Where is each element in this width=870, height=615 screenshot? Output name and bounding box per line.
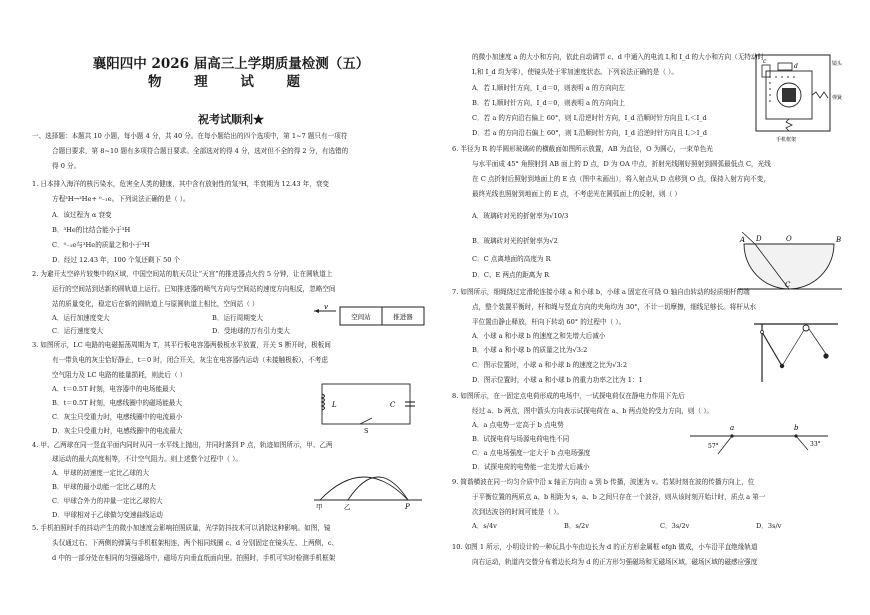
coil-d-label: d [794,63,798,70]
q7-stem: 7. 如图所示，细绳绕过定滑轮连接小球 a 和小球 b，小球 a 固定在可绕 O 轴自由转动的轻质细杆的端 [452,288,750,296]
q4-option-d: D．甲球相对于乙球做匀变速曲线运动 [52,511,163,519]
left-column [32,0,430,615]
point-a: A [740,236,746,244]
exam-subject: 物 理 试 题 [147,74,315,90]
label-p: P [405,503,410,511]
q6-stem-4: 最终光线也照射到地面上的 E 点，不考虑光在圆弧面上的反射，则（ ） [472,190,681,198]
q5-camera-figure [752,51,844,147]
q4-option-a: A．甲球的初速度一定比乙球的大 [52,469,150,477]
q5-option-d: D．若 a 的方向沿右偏上 60°，则 I꜀沿顺时针方向，I_d 沿逆时针方向且 I꜀＞I_d [472,129,707,137]
ball-a [780,364,784,368]
q6-option-d: D．C、E 两点的距离为 R [472,271,550,279]
q5-stem-4: 的微小加速度 a 的大小和方向，依此自动调节 c、d 中通入的电流 I꜀和 I_d 的大小和方向（无特动时 [472,53,765,61]
exam-title: 襄阳四中 2026 届高三上学期质量检测（五） [92,56,370,72]
q5-stem: 5. 手机拍照时手的抖动产生的微小加速度会影响拍照质量，光学防抖技术可以消除这种影响。如图，镜 [32,524,331,532]
q10-stem: 10. 如图 1 所示，小明设计的一种玩具小车由边长为 d 的正方形金属框 efgh 做成，小车沿平直绝缘轨道 [452,543,758,551]
coil-d [778,63,792,70]
q4-option-b: B．甲球的最小动能一定比乙球的大 [52,483,156,491]
q2-fig-v: v [324,303,328,311]
q4-trajectory-figure [310,464,428,512]
q7-stem-2: 点，整个装置平衡时，杆和绳与竖直方向的夹角均为 30°，不计一切摩擦，细线足够长。将杆从水 [472,303,757,311]
q9-stem-3: 次到达波谷的时间可能是（ ）。 [472,508,564,516]
q1-stem: 1. 日本排入海洋的核污染水，危害全人类的健康，其中含有放射性的氚³H，半衰期为 12.43 年，衰变 [32,180,330,188]
spring-right [812,92,828,98]
ball-b [823,353,828,358]
q2-fig-thruster: 推进器 [393,313,413,321]
q9-stem: 9. 简谐横波在同一均匀介质中沿 x 轴正方向由 a 到 b 传播，波速为 v。若某时刻在波的传播方向上，位 [452,478,755,486]
spring-label: 弹簧 [832,95,843,101]
force-b-arrow [796,436,808,450]
q9-option-a: A．s/4v [472,522,497,530]
q2-stem-2: 运行的空间站到达新的圆轨道上运行。已知推进器的喷气方向与空间站的速度方向相反，忽略空间 [52,285,336,293]
point-o: O [786,235,792,243]
lens-core [782,88,796,102]
rope-a [782,330,804,366]
q6-semicircle-figure [738,232,844,292]
label-jia: 甲 [316,503,323,511]
switch-s [360,418,372,424]
q7-stem-3: 平位置由静止释放，杆向下转动 60° 的过程中（ ）。 [472,318,626,326]
q3-stem-3: 空气阻力及 LC 电路的能量损耗，则此后（ ） [52,371,187,379]
q8-label-b: b [794,424,799,432]
section-heading-line2: 合题目要求，第 8~10 题有多项符合题目要求。全部选对的得 4 分，选对但不全的得 2 分，有选错的 [52,147,349,155]
q7-option-a: A．小球 a 和小球 b 的速度之和先增大后减小 [472,332,606,340]
rod [762,332,782,366]
q5-option-c: C．若 a 的方向沿右偏上 60°，则 I꜀沿逆时针方向，I_d 沿顺时针方向且 I꜀＜I_d [472,114,707,122]
q1-option-c: C．⁰₋₁e与³He的质量之和小于³H [52,241,150,249]
q1-option-a: A．该过程为 α 衰变 [52,211,112,219]
q8-stem-2: 经过 a、b 两点，图中箭头方向表示试探电荷在 a、b 两点处的受力方向，则（ ）。 [472,407,714,415]
q7-option-b: B．小球 a 和小球 b 的质量之比为√3:2 [472,346,588,354]
good-luck-text: 祝考试顺利★ [198,113,264,126]
q1-option-d: D．经过 12.43 年，100 个氚还剩下 50 个 [52,256,181,264]
angle-57: 57° [708,443,719,450]
q2-option-c: C．运行速度变大 [52,327,104,335]
right-column [452,0,844,615]
q7-pulley-figure [752,318,842,390]
q9-option-c: C．3s/2v [660,522,690,530]
q3-stem-2: 有一带负电的灰尘恰好静止，t＝0 时，闭合开关，灰尘在电容器内运动（未接触极板），不考虑 [52,356,328,364]
q8-stem: 8. 如图所示，在一固定点电荷形成的电场中，一试探电荷仅在静电力作用下先后 [452,392,685,400]
trajectory-jia [320,477,408,500]
q6-stem-3: 在 C 点折射后照射到地面上的 E 点（图中未画出），将入射点从 D 点移到 O 点，保持入射方向不变， [472,175,770,183]
q1-option-b: B．³He的比结合能小于³H [52,226,131,234]
q3-stem: 3. 如图所示，LC 电路的电磁振荡周期为 T，其平行板电容器两极板水平放置，开关 S 断开时，极板间 [32,341,331,349]
q7-option-c: C．图示位置时，小球 a 和小球 b 的速度之比为√3:2 [472,361,628,369]
q5-option-a: A．若 I꜀顺时针方向，I_d＝0，则表明 a 的方向向左 [472,84,625,92]
q3-option-d: D．灰尘只受重力时，电感线圈中的电流最大 [52,427,183,435]
q2-arrow-head [314,309,319,313]
q5-stem-3: d 中的一部分处在相同的匀强磁场中，磁场方向垂直纸面向里。拍照时，手机可实时检测手机框架 [52,554,336,562]
q8-option-d: D．试探电荷的电势能一定先增大后减小 [472,463,590,471]
q2-stem: 2. 为避开太空碎片较集中的区域，中国空间站的航天员让“天宫”的推进器点火约 5 分钟，让在圆轨道上 [32,270,333,278]
q9-option-b: B．s/2v [564,522,589,530]
angle-33: 33° [810,441,821,448]
fig-label-s: S [364,427,369,434]
q7-option-d: D．图示位置时，小球 a 和小球 b 的重力功率之比为 1：1 [472,376,643,384]
q9-option-d: D．3s/v [756,522,782,530]
q2-option-d: D．受地球的万有引力变大 [212,327,290,335]
section-heading-line3: 得 0 分。 [52,162,81,170]
q8-option-a: A．a 点电势一定高于 b 点电势 [472,421,564,429]
fig-label-l: L [332,401,337,409]
q9-stem-2: 于平衡位置的两质点 a、b 相距为 s，a、b 之间只存在一个波谷，则从该时刻开始计时，质点 a 第一 [472,493,766,501]
q8-option-b: B．试探电荷与场源电荷电性不同 [472,435,570,443]
frame-caption: 手机框架 [776,137,797,143]
q6-option-a: A．玻璃砖对光的折射率为√10/3 [472,212,569,220]
q6-option-b: B．玻璃砖对光的折射率为√2 [472,237,558,245]
q4-stem-2: 球运动的最大高度相等，不计空气阻力。则上述整个过程中（ ）。 [52,455,243,463]
q6-stem: 6. 半径为 R 的半圆形玻璃砖的横截面如图所示放置，AB 为直径，O 为圆心，一束单色光 [452,145,713,153]
q10-stem-2: 向右运动，轨道内交替分布着边长均为 d 的正方形匀强磁场和无磁场区域，磁场区域的磁感应强度 [472,558,758,566]
section-heading: 一、选择题：本题共 10 小题，每小题 4 分，共 40 分。在每小题给出的四个选项中，第 1~7 题只有一项符 [32,132,348,140]
label-yi: 乙 [344,503,351,511]
q2-option-b: B．运行周期变大 [212,314,264,322]
point-d: D [756,235,762,243]
q6-option-c: C．C 点离地面的高度为 R [472,255,551,263]
point-b: B [836,236,842,244]
q1-stem-2: 方程³H→³He+ ⁰₋₁e。下列说法正确的是（ ）。 [52,195,190,203]
q8-field-figure [688,420,832,456]
lens-label: 镜头 [832,61,843,67]
spring-bottom [786,119,792,131]
q5-option-b: B．若 I꜀顺时针方向，I_d＝0，则表明 a 的方向向上 [472,99,625,107]
q3-option-a: A．t＝0.5T 时刻，电容器中的电场能最大 [52,385,176,393]
q2-fig-station: 空间站 [351,313,371,321]
q5-stem-2: 头仅通过右、下两侧的弹簧与手机框架相连，两个相同线圈 c、d 分别固定在镜头左、上两侧，c、 [52,539,339,547]
q2-stem-3: 站的质量变化，稳定后在新的圆轨道上与原圆轨道上相比，空间站（ ） [52,300,259,308]
q3-option-b: B．t＝0.5T 时刻，电感线圈中的磁场能最大 [52,399,182,407]
q2-option-a: A．运行加速度变大 [52,314,110,322]
trajectory-yi [348,477,408,500]
q8-option-c: C．a 点电场强度一定大于 b 点电场强度 [472,449,591,457]
q5-stem-5: I꜀和 I_d 均为零），使镜头处于零加速度状态。下列说法正确的是（ ）。 [472,68,678,76]
lc-circuit-figure [312,378,422,434]
q6-stem-2: 与水平面成 45° 角照射到 AB 面上的 D 点，D 为 OA 中点，折射光线刚好照射到圆弧最低点 C，光线 [472,160,771,168]
rope-b [809,329,826,354]
coil-c-label: c [763,58,767,65]
q2-figure [310,303,430,331]
pivot-o [761,331,764,334]
q4-stem: 4. 甲、乙两球在同一竖直平面内同时从同一水平线上抛出，并同时落到 P 点，轨迹如图所示，甲、乙两 [32,441,333,449]
point-c: C [785,281,791,289]
fig-label-c: C [390,401,396,409]
q4-option-c: C．甲球合外力的冲量一定比乙球的大 [52,497,163,505]
force-a-arrow [718,436,732,454]
q8-label-a: a [730,424,735,432]
q3-option-c: C．灰尘只受重力时，电感线圈中的电流最小 [52,413,183,421]
